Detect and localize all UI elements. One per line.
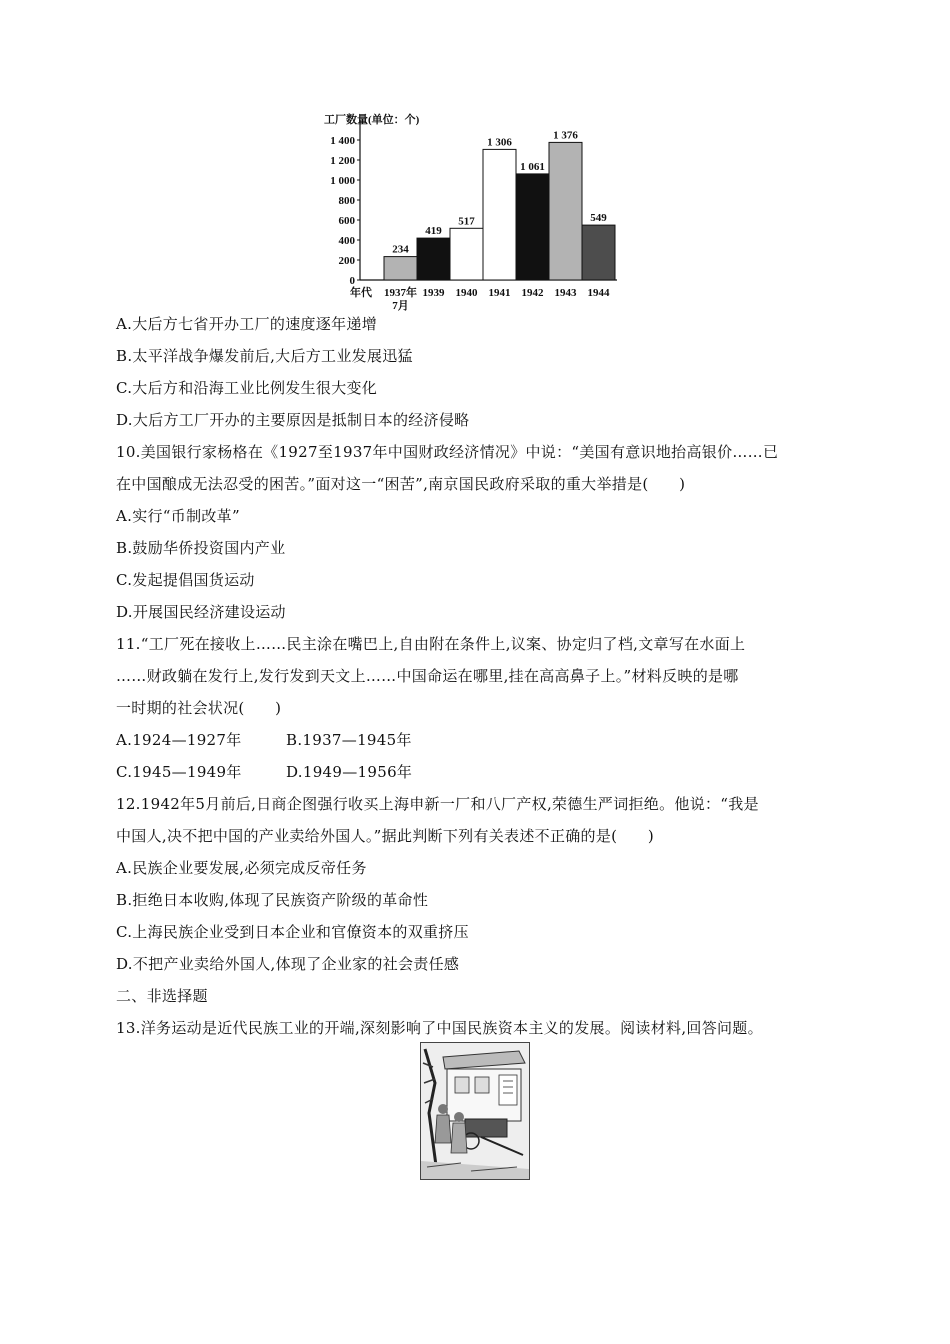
bar-value-label: 549 xyxy=(590,212,607,225)
x-tick-label: 1942 xyxy=(521,287,544,299)
q11-options-row-1 xyxy=(116,730,412,750)
q9-option-c: C.大后方和沿海工业比例发生很大变化 xyxy=(116,379,378,397)
q10-option-a: A.实行“币制改革” xyxy=(116,507,240,525)
bar-value-label: 234 xyxy=(392,243,409,256)
q9-option-a: A.大后方七省开办工厂的速度逐年递增 xyxy=(116,315,378,333)
q11-options-row-2 xyxy=(116,762,412,782)
q11-stem-line-1: 11.“工厂死在接收上……民主涂在嘴巴上,自由附在条件上,议案、协定归了档,文章写在水面上 xyxy=(116,635,746,653)
bar xyxy=(549,142,582,280)
bar xyxy=(450,228,483,280)
q12-option-d: D.不把产业卖给外国人,体现了企业家的社会责任感 xyxy=(116,955,460,973)
y-tick-label: 800 xyxy=(338,195,355,207)
factory-engraving-image xyxy=(420,1042,530,1180)
q10-stem-line-1: 10.美国银行家杨格在《1927至1937年中国财政经济情况》中说：“美国有意识地抬高银价……已 xyxy=(116,443,779,461)
engraving-illustration xyxy=(421,1043,529,1179)
bar xyxy=(582,225,615,280)
x-axis-label: 年代 xyxy=(350,287,372,299)
bar-value-label: 517 xyxy=(458,215,475,228)
y-tick-label: 1 400 xyxy=(330,135,355,147)
y-tick-label: 1 000 xyxy=(330,175,355,187)
q10-option-b: B.鼓励华侨投资国内产业 xyxy=(116,539,286,557)
y-axis-label: 工厂数量(单位：个) xyxy=(324,114,420,126)
q12-option-b: B.拒绝日本收购,体现了民族资产阶级的革命性 xyxy=(116,891,429,909)
x-tick-label: 1941 xyxy=(488,287,511,299)
bar-value-label: 1 061 xyxy=(520,160,545,173)
bar xyxy=(483,149,516,280)
x-tick-label: 7月 xyxy=(392,300,409,312)
q10-option-d: D.开展国民经济建设运动 xyxy=(116,603,286,621)
q9-option-d: D.大后方工厂开办的主要原因是抵制日本的经济侵略 xyxy=(116,411,470,429)
q11-option-a: A.1924—1927年 xyxy=(116,731,242,749)
bar-value-label: 419 xyxy=(425,225,442,238)
q11-stem-line-2: ……财政躺在发行上,发行发到天文上……中国命运在哪里,挂在高高鼻子上。”材料反映的是哪 xyxy=(116,667,739,685)
bar xyxy=(384,257,417,280)
q12-stem-line-1: 12.1942年5月前后,日商企图强行收买上海申新一厂和八厂产权,荣德生严词拒绝。他说：“我是 xyxy=(116,795,759,813)
q12-stem-line-2: 中国人,决不把中国的产业卖给外国人。”据此判断下列有关表述不正确的是( ) xyxy=(116,827,655,845)
y-tick-label: 400 xyxy=(338,235,355,247)
q11-option-d: D.1949—1956年 xyxy=(286,763,413,781)
q11-stem-line-3: 一时期的社会状况( ) xyxy=(116,699,282,717)
q11-option-c: C.1945—1949年 xyxy=(116,763,242,781)
bar xyxy=(417,238,450,280)
y-tick-label: 0 xyxy=(349,275,355,287)
y-tick-label: 200 xyxy=(338,255,355,267)
q12-option-a: A.民族企业要发展,必须完成反帝任务 xyxy=(116,859,367,877)
bar-value-label: 1 306 xyxy=(487,136,512,149)
bar-chart-svg xyxy=(310,108,650,318)
x-tick-label: 1939 xyxy=(422,287,445,299)
x-tick-label: 1944 xyxy=(587,287,610,299)
bar-value-label: 1 376 xyxy=(553,129,578,142)
factory-count-bar-chart xyxy=(310,108,650,318)
y-tick-label: 1 200 xyxy=(330,155,355,167)
section-heading-non-choice: 二、非选择题 xyxy=(116,987,208,1005)
y-tick-label: 600 xyxy=(338,215,355,227)
x-tick-label: 1943 xyxy=(554,287,577,299)
q13-stem-line-1: 13.洋务运动是近代民族工业的开端,深刻影响了中国民族资本主义的发展。阅读材料,回答问题。 xyxy=(116,1019,763,1037)
x-tick-label: 1937年 xyxy=(384,287,417,299)
q9-option-b: B.太平洋战争爆发前后,大后方工业发展迅猛 xyxy=(116,347,413,365)
x-tick-label: 1940 xyxy=(455,287,478,299)
q12-option-c: C.上海民族企业受到日本企业和官僚资本的双重挤压 xyxy=(116,923,469,941)
q10-stem-line-2: 在中国酿成无法忍受的困苦。”面对这一“困苦”,南京国民政府采取的重大举措是( ) xyxy=(116,475,686,493)
bar xyxy=(516,174,549,280)
q10-option-c: C.发起提倡国货运动 xyxy=(116,571,255,589)
q11-option-b: B.1937—1945年 xyxy=(286,731,412,749)
